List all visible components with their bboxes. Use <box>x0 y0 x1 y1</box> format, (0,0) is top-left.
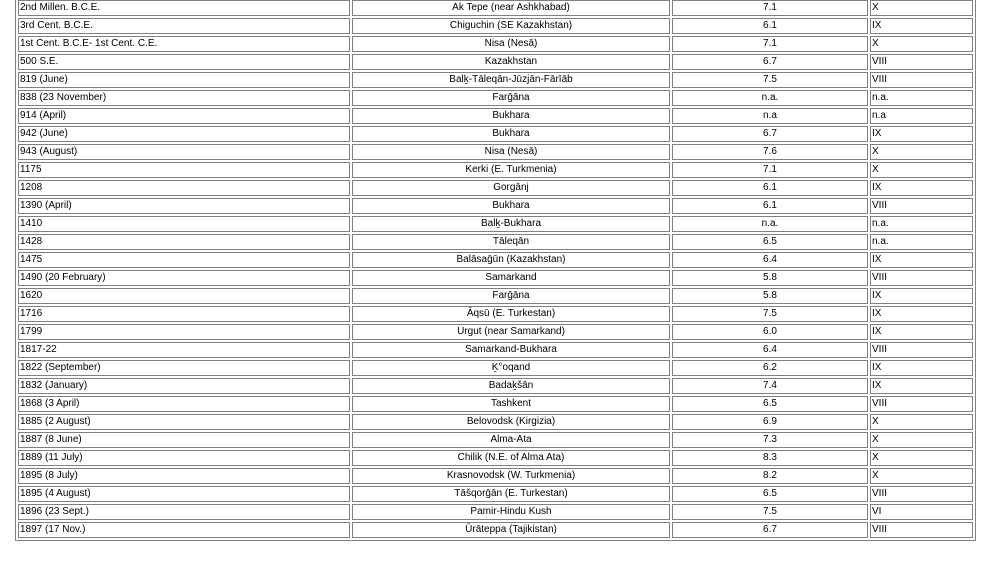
intensity-cell: VIII <box>870 342 973 358</box>
intensity-cell: X <box>870 162 973 178</box>
date-cell: 914 (April) <box>18 108 350 124</box>
date-cell: 2nd Millen. B.C.E. <box>18 0 350 16</box>
location-cell: Balāsaḡūn (Kazakhstan) <box>352 252 670 268</box>
intensity-cell: VIII <box>870 486 973 502</box>
table-row <box>18 126 973 142</box>
intensity-cell: X <box>870 36 973 52</box>
table-row <box>18 324 973 340</box>
location-cell: Samarkand <box>352 270 670 286</box>
earthquake-table-container <box>15 0 976 541</box>
date-cell: 838 (23 November) <box>18 90 350 106</box>
table-row <box>18 270 973 286</box>
intensity-cell: X <box>870 432 973 448</box>
table-row <box>18 198 973 214</box>
location-cell: Balḵ-Tāleqān-Jūzjān-Fārīāb <box>352 72 670 88</box>
location-cell: Kazakhstan <box>352 54 670 70</box>
date-cell: 1410 <box>18 216 350 232</box>
table-row <box>18 180 973 196</box>
magnitude-cell: 5.8 <box>672 270 868 286</box>
intensity-cell: n.a. <box>870 90 973 106</box>
intensity-cell: X <box>870 0 973 16</box>
intensity-cell: IX <box>870 288 973 304</box>
table-row <box>18 306 973 322</box>
magnitude-cell: 6.7 <box>672 522 868 538</box>
intensity-cell: IX <box>870 378 973 394</box>
date-cell: 1st Cent. B.C.E- 1st Cent. C.E. <box>18 36 350 52</box>
earthquake-table-body <box>18 0 973 538</box>
location-cell: Ḵ°oqand <box>352 360 670 376</box>
magnitude-cell: 6.5 <box>672 486 868 502</box>
location-cell: Tashkent <box>352 396 670 412</box>
table-row <box>18 72 973 88</box>
intensity-cell: X <box>870 414 973 430</box>
intensity-cell: VIII <box>870 54 973 70</box>
intensity-cell: IX <box>870 324 973 340</box>
date-cell: 1475 <box>18 252 350 268</box>
date-cell: 1175 <box>18 162 350 178</box>
table-row <box>18 216 973 232</box>
table-row <box>18 450 973 466</box>
table-row <box>18 90 973 106</box>
location-cell: Urgut (near Samarkand) <box>352 324 670 340</box>
magnitude-cell: 6.2 <box>672 360 868 376</box>
location-cell: Farḡāna <box>352 90 670 106</box>
date-cell: 500 S.E. <box>18 54 350 70</box>
table-row <box>18 108 973 124</box>
date-cell: 1799 <box>18 324 350 340</box>
date-cell: 1428 <box>18 234 350 250</box>
magnitude-cell: 5.8 <box>672 288 868 304</box>
magnitude-cell: 8.3 <box>672 450 868 466</box>
intensity-cell: IX <box>870 18 973 34</box>
table-row <box>18 378 973 394</box>
location-cell: Bukhara <box>352 126 670 142</box>
table-row <box>18 288 973 304</box>
table-row <box>18 0 973 16</box>
table-row <box>18 396 973 412</box>
intensity-cell: X <box>870 468 973 484</box>
location-cell: Nisa (Nesā) <box>352 36 670 52</box>
intensity-cell: VIII <box>870 72 973 88</box>
magnitude-cell: 8.2 <box>672 468 868 484</box>
date-cell: 1895 (8 July) <box>18 468 350 484</box>
intensity-cell: X <box>870 144 973 160</box>
intensity-cell: n.a. <box>870 216 973 232</box>
location-cell: Balḵ-Bukhara <box>352 216 670 232</box>
earthquake-table <box>15 0 976 541</box>
date-cell: 819 (June) <box>18 72 350 88</box>
date-cell: 1832 (January) <box>18 378 350 394</box>
date-cell: 1490 (20 February) <box>18 270 350 286</box>
table-row <box>18 144 973 160</box>
intensity-cell: VIII <box>870 270 973 286</box>
magnitude-cell: 6.1 <box>672 18 868 34</box>
intensity-cell: n.a. <box>870 234 973 250</box>
magnitude-cell: 6.0 <box>672 324 868 340</box>
location-cell: Bukhara <box>352 108 670 124</box>
table-row <box>18 504 973 520</box>
magnitude-cell: 7.1 <box>672 0 868 16</box>
location-cell: Chiguchin (SE Kazakhstan) <box>352 18 670 34</box>
location-cell: Farḡāna <box>352 288 670 304</box>
table-row <box>18 162 973 178</box>
magnitude-cell: 6.1 <box>672 180 868 196</box>
location-cell: Tāleqān <box>352 234 670 250</box>
location-cell: Pamir-Hindu Kush <box>352 504 670 520</box>
intensity-cell: IX <box>870 126 973 142</box>
table-row <box>18 360 973 376</box>
intensity-cell: n.a <box>870 108 973 124</box>
location-cell: Samarkand-Bukhara <box>352 342 670 358</box>
date-cell: 1897 (17 Nov.) <box>18 522 350 538</box>
location-cell: Belovodsk (Kirgizia) <box>352 414 670 430</box>
intensity-cell: IX <box>870 360 973 376</box>
magnitude-cell: n.a. <box>672 216 868 232</box>
location-cell: Nisa (Nesā) <box>352 144 670 160</box>
date-cell: 1896 (23 Sept.) <box>18 504 350 520</box>
magnitude-cell: 7.5 <box>672 72 868 88</box>
date-cell: 1868 (3 April) <box>18 396 350 412</box>
intensity-cell: VIII <box>870 522 973 538</box>
location-cell: Gorgānj <box>352 180 670 196</box>
date-cell: 1822 (September) <box>18 360 350 376</box>
date-cell: 1817-22 <box>18 342 350 358</box>
table-row <box>18 414 973 430</box>
table-row <box>18 234 973 250</box>
intensity-cell: IX <box>870 252 973 268</box>
magnitude-cell: 7.5 <box>672 504 868 520</box>
magnitude-cell: 6.5 <box>672 396 868 412</box>
magnitude-cell: 7.1 <box>672 162 868 178</box>
table-row <box>18 522 973 538</box>
table-row <box>18 36 973 52</box>
location-cell: Ūrāteppa (Tajikistan) <box>352 522 670 538</box>
table-row <box>18 342 973 358</box>
intensity-cell: VI <box>870 504 973 520</box>
location-cell: Āqsū (E. Turkestan) <box>352 306 670 322</box>
date-cell: 1887 (8 June) <box>18 432 350 448</box>
intensity-cell: IX <box>870 306 973 322</box>
date-cell: 1895 (4 August) <box>18 486 350 502</box>
date-cell: 942 (June) <box>18 126 350 142</box>
magnitude-cell: 6.5 <box>672 234 868 250</box>
magnitude-cell: n.a. <box>672 90 868 106</box>
intensity-cell: VIII <box>870 396 973 412</box>
table-row <box>18 432 973 448</box>
intensity-cell: IX <box>870 180 973 196</box>
table-row <box>18 18 973 34</box>
magnitude-cell: 7.6 <box>672 144 868 160</box>
location-cell: Badaḵšān <box>352 378 670 394</box>
location-cell: Alma-Ata <box>352 432 670 448</box>
table-row <box>18 252 973 268</box>
magnitude-cell: 7.5 <box>672 306 868 322</box>
magnitude-cell: 7.1 <box>672 36 868 52</box>
date-cell: 1716 <box>18 306 350 322</box>
magnitude-cell: 6.1 <box>672 198 868 214</box>
magnitude-cell: 6.9 <box>672 414 868 430</box>
magnitude-cell: 7.3 <box>672 432 868 448</box>
location-cell: Krasnovodsk (W. Turkmenia) <box>352 468 670 484</box>
date-cell: 1390 (April) <box>18 198 350 214</box>
intensity-cell: VIII <box>870 198 973 214</box>
location-cell: Ak Tepe (near Ashkhabad) <box>352 0 670 16</box>
table-row <box>18 54 973 70</box>
location-cell: Kerki (E. Turkmenia) <box>352 162 670 178</box>
location-cell: Chilik (N.E. of Alma Ata) <box>352 450 670 466</box>
location-cell: Bukhara <box>352 198 670 214</box>
date-cell: 1885 (2 August) <box>18 414 350 430</box>
date-cell: 1620 <box>18 288 350 304</box>
table-row <box>18 468 973 484</box>
date-cell: 1889 (11 July) <box>18 450 350 466</box>
magnitude-cell: 6.7 <box>672 54 868 70</box>
magnitude-cell: n.a <box>672 108 868 124</box>
magnitude-cell: 6.4 <box>672 342 868 358</box>
magnitude-cell: 6.4 <box>672 252 868 268</box>
intensity-cell: X <box>870 450 973 466</box>
location-cell: Tāšqorḡān (E. Turkestan) <box>352 486 670 502</box>
date-cell: 1208 <box>18 180 350 196</box>
magnitude-cell: 6.7 <box>672 126 868 142</box>
date-cell: 3rd Cent. B.C.E. <box>18 18 350 34</box>
date-cell: 943 (August) <box>18 144 350 160</box>
magnitude-cell: 7.4 <box>672 378 868 394</box>
table-row <box>18 486 973 502</box>
